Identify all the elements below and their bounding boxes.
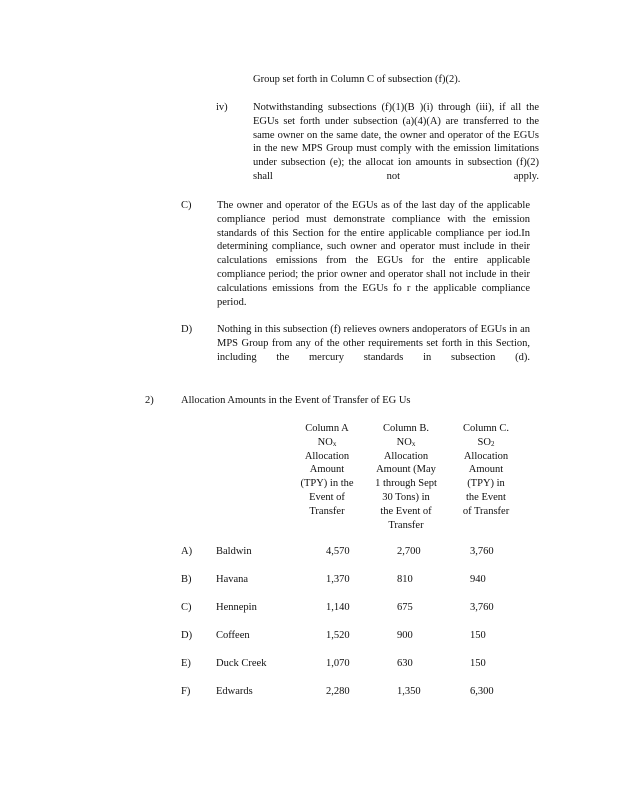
row-col-c: 150 xyxy=(470,658,486,669)
item-iv-text: Notwithstanding subsections (f)(1)(B )(i) through (iii), if all the EGUs set forth under subsection (a)(4)(A) are transferred to the same owner on the same date, the owner and operator of the EGUs in the new MPS Group must comply with the emission limitations under subsection (e); the allocat ion amounts in subsection (f)(2) shall not apply. xyxy=(253,102,539,182)
row-col-a: 1,140 xyxy=(326,602,350,613)
row-name: Edwards xyxy=(216,686,253,697)
row-col-b: 2,700 xyxy=(397,546,421,557)
row-label: E) xyxy=(181,658,191,669)
row-col-a: 4,570 xyxy=(326,546,350,557)
item-c-label: C) xyxy=(181,200,192,211)
section-2-label: 2) xyxy=(145,395,154,406)
column-a-header: Column A $NO_x$ Allocation Amount (TPY) in the Event of Transfer xyxy=(300,423,354,517)
item-c-text: The owner and operator of the EGUs as of the last day of the applicable compliance period must demonstrate compliance with the emission standards of this Section for the entire applicable compliance per iod.In determining compliance, such owner and operator must include in their calculations emissions from the EGUs for the entire applicable compliance period; the prior owner and operator shall not include in their calculations emissions from the EGUs fo r the applicable compliance period. xyxy=(217,200,530,308)
row-label: F) xyxy=(181,686,191,697)
row-name: Coffeen xyxy=(216,630,250,641)
item-iv-label: iv) xyxy=(216,102,228,113)
row-col-c: 6,300 xyxy=(470,686,494,697)
row-col-a: 1,520 xyxy=(326,630,350,641)
item-d-text: Nothing in this subsection (f) relieves owners andoperators of EGUs in an MPS Group from any of the other requirements set forth in this Section, including the mercury standards in subsection (d). xyxy=(217,324,530,363)
row-col-c: 3,760 xyxy=(470,602,494,613)
row-label: D) xyxy=(181,630,193,641)
row-col-b: 630 xyxy=(397,658,413,669)
row-col-c: 3,760 xyxy=(470,546,494,557)
row-name: Baldwin xyxy=(216,546,252,557)
row-name: Duck Creek xyxy=(216,658,267,669)
column-b-header: Column B. $NO_x$ Allocation Amount (May 1 through Sept 30 Tons) in the Event of Transfer xyxy=(375,423,437,531)
row-name: Hennepin xyxy=(216,602,257,613)
row-name: Havana xyxy=(216,574,249,585)
row-col-b: 900 xyxy=(397,630,413,641)
row-label: B) xyxy=(181,574,192,585)
column-c-header: Column C. $SO_2$ Allocation Amount (TPY) in the Event of Transfer xyxy=(462,423,510,517)
row-col-b: 810 xyxy=(397,574,413,585)
row-label: C) xyxy=(181,602,192,613)
continuation-line: Group set forth in Column C of subsection (f)(2). xyxy=(253,74,461,85)
row-col-a: 1,370 xyxy=(326,574,350,585)
row-col-c: 150 xyxy=(470,630,486,641)
row-col-a: 1,070 xyxy=(326,658,350,669)
row-col-b: 675 xyxy=(397,602,413,613)
item-d-label: D) xyxy=(181,324,193,335)
section-2-title: Allocation Amounts in the Event of Transfer of EG Us xyxy=(181,395,411,406)
row-col-b: 1,350 xyxy=(397,686,421,697)
row-col-c: 940 xyxy=(470,574,486,585)
row-col-a: 2,280 xyxy=(326,686,350,697)
row-label: A) xyxy=(181,546,193,557)
